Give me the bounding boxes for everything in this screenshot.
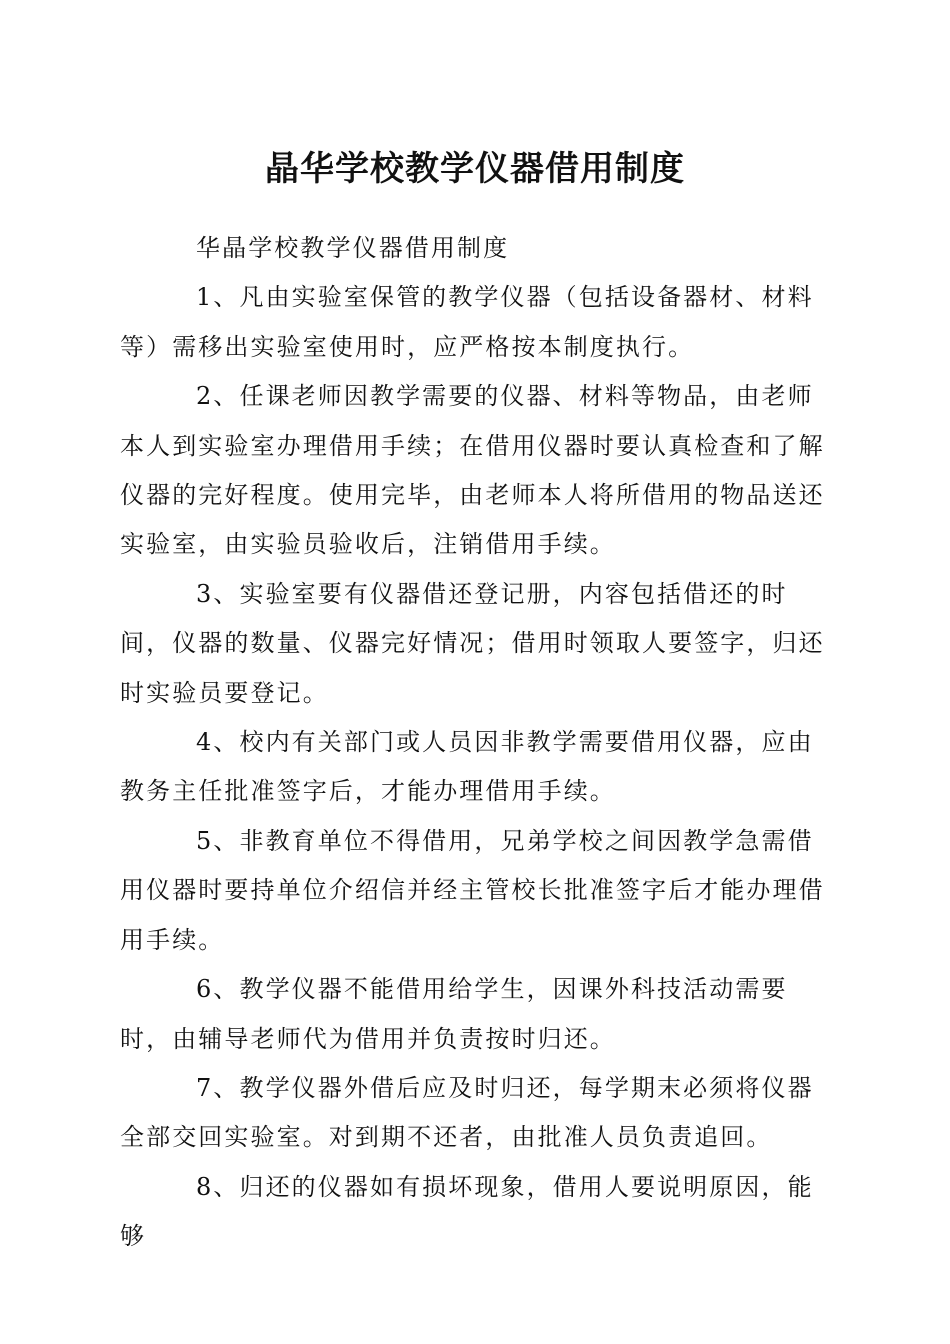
paragraph-5: 5、非教育单位不得借用，兄弟学校之间因教学急需借用仪器时要持单位介绍信并经主管校长批准签字后才能办理借用手续。 <box>120 826 825 954</box>
paragraph-8: 8、归还的仪器如有损坏现象，借用人要说明原因，能够 <box>120 1172 814 1251</box>
document-subtitle: 华晶学校教学仪器借用制度 <box>196 234 510 262</box>
paragraph-2: 2、任课老师因教学需要的仪器、材料等物品，由老师本人到实验室办理借用手续；在借用仪器时要认真检查和了解仪器的完好程度。使用完毕，由老师本人将所借用的物品送还实验室，由实验员验收后，注销借用手续。 <box>120 382 825 559</box>
paragraph-1: 1、凡由实验室保管的教学仪器（包括设备器材、材料等）需移出实验室使用时，应严格按本制度执行。 <box>120 283 814 361</box>
paragraph-3: 3、实验室要有仪器借还登记册，内容包括借还的时间，仪器的数量、仪器完好情况；借用时领取人要签字，归还时实验员要登记。 <box>120 579 825 707</box>
paragraph-4: 4、校内有关部门或人员因非教学需要借用仪器，应由教务主任批准签字后，才能办理借用手续。 <box>120 728 814 806</box>
paragraph-6: 6、教学仪器不能借用给学生，因课外科技活动需要时，由辅导老师代为借用并负责按时归还。 <box>120 975 788 1053</box>
document-body <box>120 224 835 1262</box>
document-title: 晶华学校教学仪器借用制度 <box>265 149 685 189</box>
paragraph-7: 7、教学仪器外借后应及时归还，每学期末必须将仪器全部交回实验室。对到期不还者，由批准人员负责追回。 <box>120 1073 814 1152</box>
